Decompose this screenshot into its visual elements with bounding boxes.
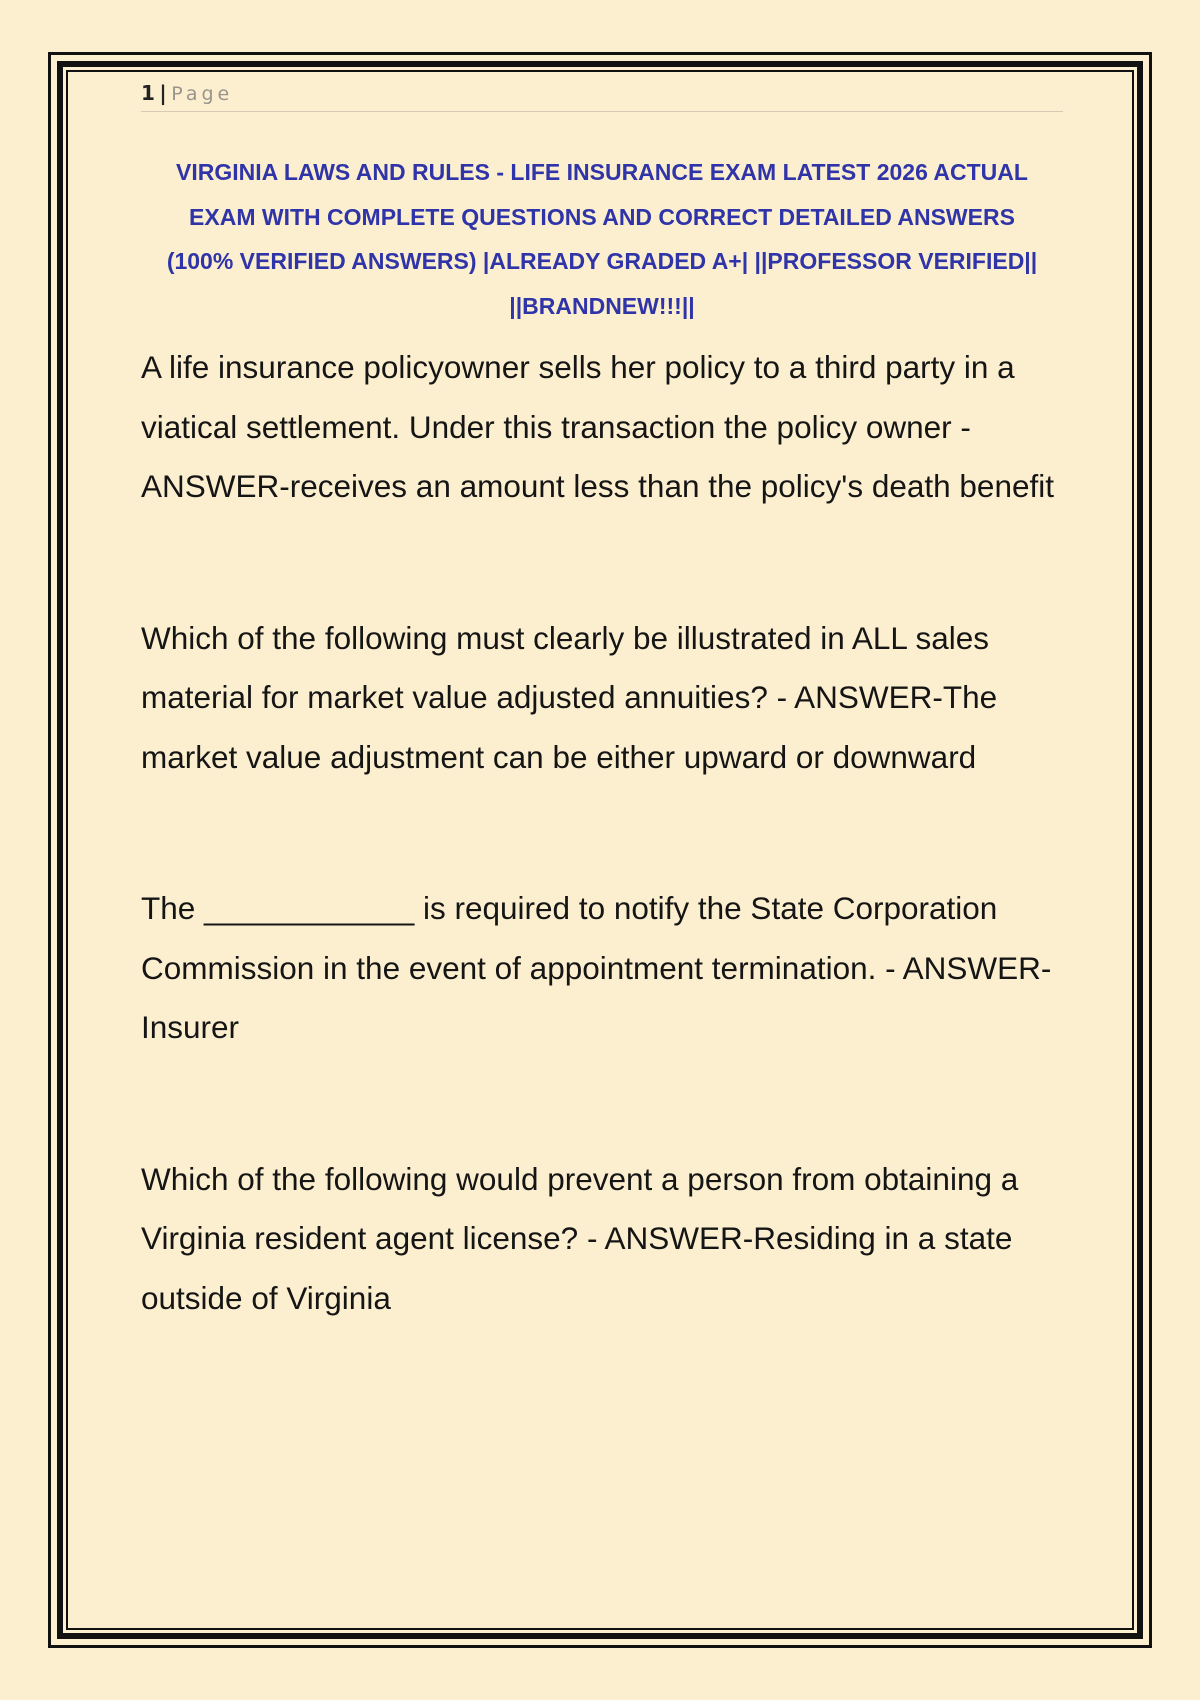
qa-item [141, 1150, 1081, 1329]
qa-line: market value adjustment can be either upward or downward [141, 738, 977, 775]
qa-line: outside of Virginia [141, 1279, 391, 1316]
document-title [141, 150, 1063, 328]
question-answer-list [141, 338, 1081, 1420]
page-number: 1 [141, 81, 156, 105]
qa-item [141, 338, 1081, 517]
qa-item [141, 609, 1081, 788]
qa-line: A life insurance policyowner sells her policy to a third party in a [141, 349, 1015, 385]
qa-line: Which of the following must clearly be illustrated in ALL sales [141, 619, 989, 656]
qa-line: Virginia resident agent license? - ANSWER-Residing in a state [141, 1220, 1013, 1256]
qa-line: Insurer [141, 1009, 240, 1045]
page-separator: | [159, 81, 168, 105]
qa-line: viatical settlement. Under this transaction the policy owner - [141, 408, 971, 445]
title-line: (100% VERIFIED ANSWERS) |ALREADY GRADED A+| ||PROFESSOR VERIFIED|| [166, 248, 1038, 274]
qa-line: ANSWER-receives an amount less than the policy's death benefit [141, 468, 1054, 504]
qa-item [141, 879, 1081, 1058]
title-line: VIRGINIA LAWS AND RULES - LIFE INSURANCE EXAM LATEST 2026 ACTUAL [176, 159, 1028, 185]
title-line: ||BRANDNEW!!!|| [509, 292, 695, 319]
qa-line: Commission in the event of appointment termination. - ANSWER- [141, 949, 1052, 986]
qa-line: material for market value adjusted annuities? - ANSWER-The [141, 679, 998, 715]
title-line: EXAM WITH COMPLETE QUESTIONS AND CORRECT DETAILED ANSWERS [189, 203, 1015, 230]
page-header [141, 80, 1063, 112]
qa-line: The ____________ is required to notify the State Corporation [141, 890, 998, 926]
qa-line: Which of the following would prevent a person from obtaining a [141, 1160, 1019, 1197]
page-number-label [141, 81, 233, 105]
page-word: Page [171, 83, 234, 105]
